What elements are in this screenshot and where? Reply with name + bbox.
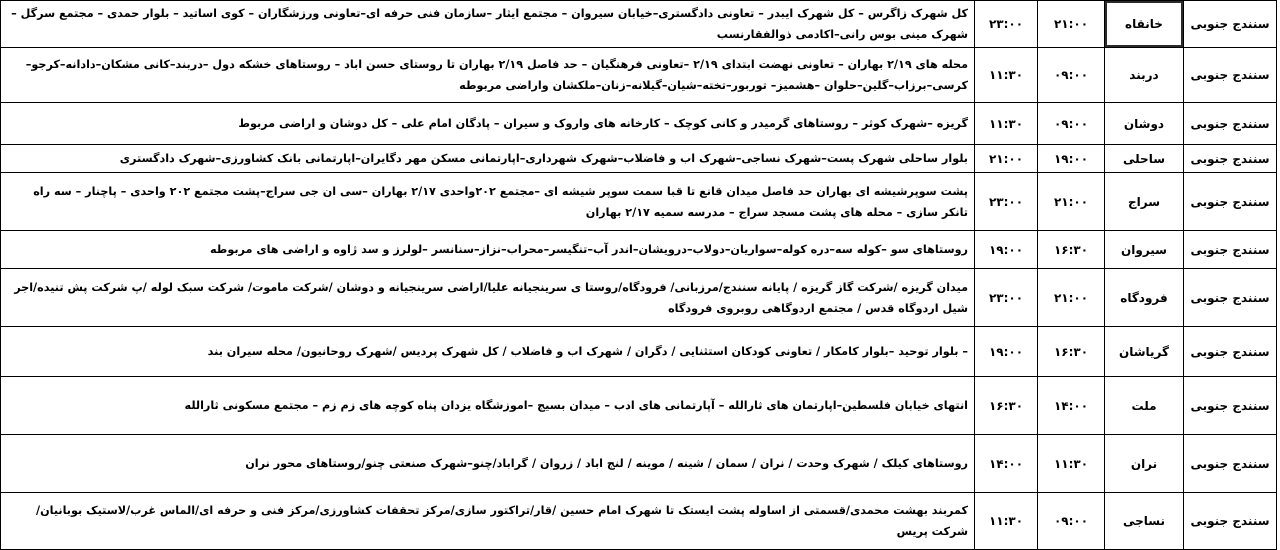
start-time-cell: ۰۹:۰۰ xyxy=(1038,48,1105,103)
table-row xyxy=(1,435,1277,493)
start-time-cell: ۰۹:۰۰ xyxy=(1038,493,1105,550)
affected-addresses-cell: گریزه –شهرک کوثر – روستاهای گرمیدر و کانی کوچک – کارخانه های واروک و سیران – پادگان امام علی – کل دوشان و اراضی مربوط xyxy=(1,103,975,145)
start-time-cell: ۲۱:۰۰ xyxy=(1038,173,1105,231)
city-cell: سنندج جنوبی xyxy=(1184,48,1277,103)
area-cell: گریاشان xyxy=(1105,327,1184,377)
city-cell: سنندج جنوبی xyxy=(1184,145,1277,173)
city-cell: سنندج جنوبی xyxy=(1184,173,1277,231)
table-row xyxy=(1,327,1277,377)
area-cell: نساجی xyxy=(1105,493,1184,550)
end-time-cell: ۱۹:۰۰ xyxy=(975,327,1038,377)
area-cell: سراج xyxy=(1105,173,1184,231)
affected-addresses-cell: کمربند بهشت محمدی/قسمتی از اساوله پشت ایستک تا شهرک امام حسین /قار/تراکتور سازی/مرکز تحقفات کشاورزی/مرکز فنی و حرفه ای/الماس غرب/لاستیک بوبانیان/شرکت پریس xyxy=(1,493,975,550)
end-time-cell: ۱۹:۰۰ xyxy=(975,231,1038,269)
city-cell: سنندج جنوبی xyxy=(1184,377,1277,435)
table-row xyxy=(1,377,1277,435)
area-cell: دربند xyxy=(1105,48,1184,103)
end-time-cell: ۲۱:۰۰ xyxy=(975,145,1038,173)
city-cell: سنندج جنوبی xyxy=(1184,493,1277,550)
table-row xyxy=(1,48,1277,103)
table-row xyxy=(1,269,1277,327)
start-time-cell: ۱۶:۳۰ xyxy=(1038,231,1105,269)
start-time-cell: ۲۱:۰۰ xyxy=(1038,1,1105,48)
affected-addresses-cell: انتهای خیابان فلسطین–اپارتمان های ثارالله – آپارتمانی های ادب – میدان بسیج –اموزشگاه یزدان پناه کوچه های زم زم – مجتمع مسکونی ثارالله xyxy=(1,377,975,435)
area-cell: سیروان xyxy=(1105,231,1184,269)
table-row xyxy=(1,231,1277,269)
affected-addresses-cell: بلوار ساحلی شهرک پست–شهرک نساجی–شهرک اب و فاضلاب–شهرک شهرداری–اپارتمانی مسکن مهر دگایران–اپارتمانی بانک کشاورزی–شهرک دادگستری xyxy=(1,145,975,173)
end-time-cell: ۱۱:۳۰ xyxy=(975,493,1038,550)
area-cell: فرودگاه xyxy=(1105,269,1184,327)
table-body xyxy=(1,1,1277,550)
end-time-cell: ۱۶:۳۰ xyxy=(975,377,1038,435)
end-time-cell: ۲۳:۰۰ xyxy=(975,1,1038,48)
start-time-cell: ۲۱:۰۰ xyxy=(1038,269,1105,327)
table-row xyxy=(1,493,1277,550)
city-cell: سنندج جنوبی xyxy=(1184,269,1277,327)
city-cell: سنندج جنوبی xyxy=(1184,435,1277,493)
city-cell: سنندج جنوبی xyxy=(1184,231,1277,269)
affected-addresses-cell: پشت سوپرشیشه ای بهاران حد فاصل میدان قانع تا قبا سمت سوپر شیشه ای –مجتمع ۲۰۲واحدی ۲/۱۷ بهاران –سی ان جی سراج–پشت مجتمع ۲۰۲ واحدی – پاچنار – سه راه تانکر سازی – محله های پشت مسجد سراج – مدرسه سمیه ۲/۱۷ بهاران xyxy=(1,173,975,231)
table-row xyxy=(1,103,1277,145)
area-cell: نران xyxy=(1105,435,1184,493)
start-time-cell: ۰۹:۰۰ xyxy=(1038,103,1105,145)
table-row xyxy=(1,145,1277,173)
area-cell: دوشان xyxy=(1105,103,1184,145)
end-time-cell: ۱۴:۰۰ xyxy=(975,435,1038,493)
area-cell[interactable]: خانقاه xyxy=(1105,1,1184,48)
city-cell: سنندج جنوبی xyxy=(1184,103,1277,145)
area-cell: ساحلی xyxy=(1105,145,1184,173)
end-time-cell: ۲۳:۰۰ xyxy=(975,173,1038,231)
start-time-cell: ۱۹:۰۰ xyxy=(1038,145,1105,173)
affected-addresses-cell: میدان گریزه /شرکت گاز گریزه / پایانه سنندج/مرزبانی/ فرودگاه/روستا ی سرینجیانه علیا/اراضی سرینجیانه و دوشان /شرکت ماموت/ شرکت سبک لوله /پ شرکت پش تنیده/اجر شیل اردوگاه قدس / مجتمع اردوگاهی روبروی فرودگاه xyxy=(1,269,975,327)
end-time-cell: ۱۱:۳۰ xyxy=(975,103,1038,145)
city-cell: سنندج جنوبی xyxy=(1184,327,1277,377)
start-time-cell: ۱۶:۳۰ xyxy=(1038,327,1105,377)
start-time-cell: ۱۱:۳۰ xyxy=(1038,435,1105,493)
affected-addresses-cell: کل شهرک زاگرس – کل شهرک ایبدر – تعاونی دادگستری–خیابان سیروان – مجتمع ایثار –سازمان فنی حرفه ای–تعاونی ورزشگاران – کوی اساتید – بلوار حمدی – مجتمع سرگل – شهرک مینی بوس رانی–اکادمی ذوالفقارنسب xyxy=(1,1,975,48)
affected-addresses-cell: روستاهای کیلک / شهرک وحدت / نران / سمان / شینه / موینه / لنج اباد / زروان / گراباد/چنو–شهرک صنعتی چنو/روستاهای محور نران xyxy=(1,435,975,493)
end-time-cell: ۲۳:۰۰ xyxy=(975,269,1038,327)
area-cell: ملت xyxy=(1105,377,1184,435)
start-time-cell: ۱۴:۰۰ xyxy=(1038,377,1105,435)
affected-addresses-cell: – بلوار توحید –بلوار کامکار / تعاونی کودکان استثنایی / دگران / شهرک اب و فاضلاب / کل شهرک پردیس /شهرک روحانیون/ محله سیران بند xyxy=(1,327,975,377)
affected-addresses-cell: محله های ۲/۱۹ بهاران – تعاونی نهضت ابتدای ۲/۱۹ –تعاونی فرهنگیان – حد فاصل ۲/۱۹ بهاران تا روستای حسن اباد – روستاهای خشکه دول –دربند–کانی مشکان–دادانه–کرجو–کرسی–برزاب–گلین–حلوان –هشمیز– توربور–تخته–شیان–گیلانه–زنان–ملکشان واراضی مربوطه xyxy=(1,48,975,103)
table-row xyxy=(1,173,1277,231)
affected-addresses-cell: روستاهای سو –کوله سه–دره کوله–سواریان–دولاب–درویشان–اندر آب–تنگیسر–محراب–نزاز–سنانسر –لولرز و سد ژاوه و اراضی های مربوطه xyxy=(1,231,975,269)
table-row xyxy=(1,1,1277,48)
end-time-cell: ۱۱:۳۰ xyxy=(975,48,1038,103)
city-cell: سنندج جنوبی xyxy=(1184,1,1277,48)
